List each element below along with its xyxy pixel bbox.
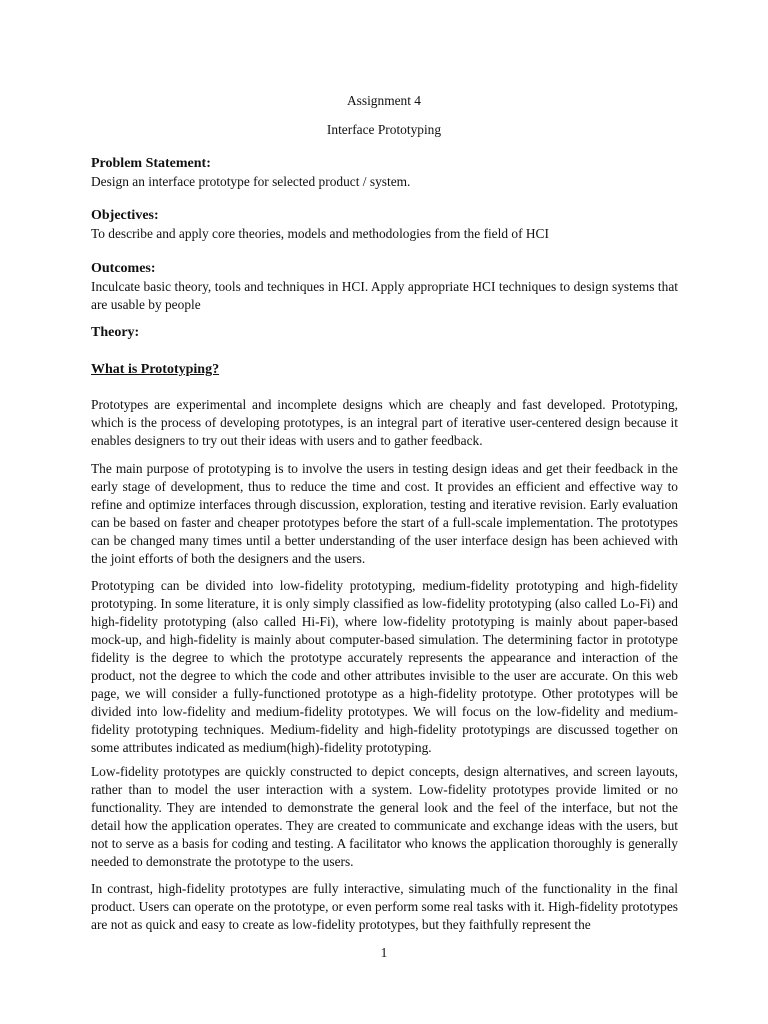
paragraph-4: Low-fidelity prototypes are quickly constructed to depict concepts, design alternatives, and screen layouts, rather than to model the user interaction with a system. Low-fidelity prototypes provide limited or no functionality. They are intended to demonstrate the general look and the feel of the interface, but not the detail how the application operates. They are created to communicate and exchange ideas with the users, but not to serve as a basis for coding and testing. A facilitator who knows the application thoroughly is generally needed to demonstrate the prototype to the users. xyxy=(91,764,678,869)
paragraph-2: The main purpose of prototyping is to involve the users in testing design ideas and get their feedback in the early stage of development, thus to reduce the time and cost. It provides an efficient and effective way to refine and optimize interfaces through discussion, exploration, testing and iterative revision. Early evaluation can be based on faster and cheaper prototypes before the start of a full-scale implementation. The prototypes can be changed many times until a better understanding of the user interface design has been achieved with the joint efforts of both the designers and the users. xyxy=(91,461,678,566)
problem-statement-heading: Problem Statement: xyxy=(91,156,211,171)
page-number: 1 xyxy=(380,945,388,960)
section-heading-prototyping: What is Prototyping? xyxy=(91,362,220,377)
objectives-heading: Objectives: xyxy=(91,208,159,223)
document-subtitle: Interface Prototyping xyxy=(326,122,442,137)
problem-statement-text: Design an interface prototype for selected product / system. xyxy=(91,174,411,189)
theory-heading: Theory: xyxy=(91,325,140,340)
assignment-title: Assignment 4 xyxy=(346,93,422,108)
outcomes-heading: Outcomes: xyxy=(91,261,156,276)
outcomes-text: Inculcate basic theory, tools and techniques in HCI. Apply appropriate HCI techniques to design systems that are usable by people xyxy=(91,279,678,312)
paragraph-1: Prototypes are experimental and incomplete designs which are cheaply and fast developed. Prototyping, which is the process of developing prototypes, is an integral part of iterative user-centered design because it enables designers to try out their ideas with users and to gather feedback. xyxy=(91,397,678,448)
paragraph-5: In contrast, high-fidelity prototypes are fully interactive, simulating much of the functionality in the final product. Users can operate on the prototype, or even perform some real tasks with it. High-fidelity prototypes are not as quick and easy to create as low-fidelity prototypes, but they faithfully represent the xyxy=(91,881,678,932)
paragraph-3: Prototyping can be divided into low-fidelity prototyping, medium-fidelity prototyping and high-fidelity prototyping. In some literature, it is only simply classified as low-fidelity prototyping (also called Lo-Fi) and high-fidelity prototyping (also called Hi-Fi), where low-fidelity prototyping is mainly about paper-based mock-up, and high-fidelity is mainly about computer-based simulation. The determining factor in prototype fidelity is the degree to which the prototype accurately represents the appearance and interaction of the product, not the degree to which the code and other attributes invisible to the user are accurate. On this web page, we will consider a fully-functioned prototype as a high-fidelity prototype. Other prototypes will be divided into low-fidelity and medium-fidelity prototypes. We will focus on the low-fidelity and medium-fidelity prototyping techniques. Medium-fidelity and high-fidelity prototypings are discussed together on some attributes indicated as medium(high)-fidelity prototyping. xyxy=(91,578,678,755)
objectives-text: To describe and apply core theories, models and methodologies from the field of HCI xyxy=(91,226,549,241)
